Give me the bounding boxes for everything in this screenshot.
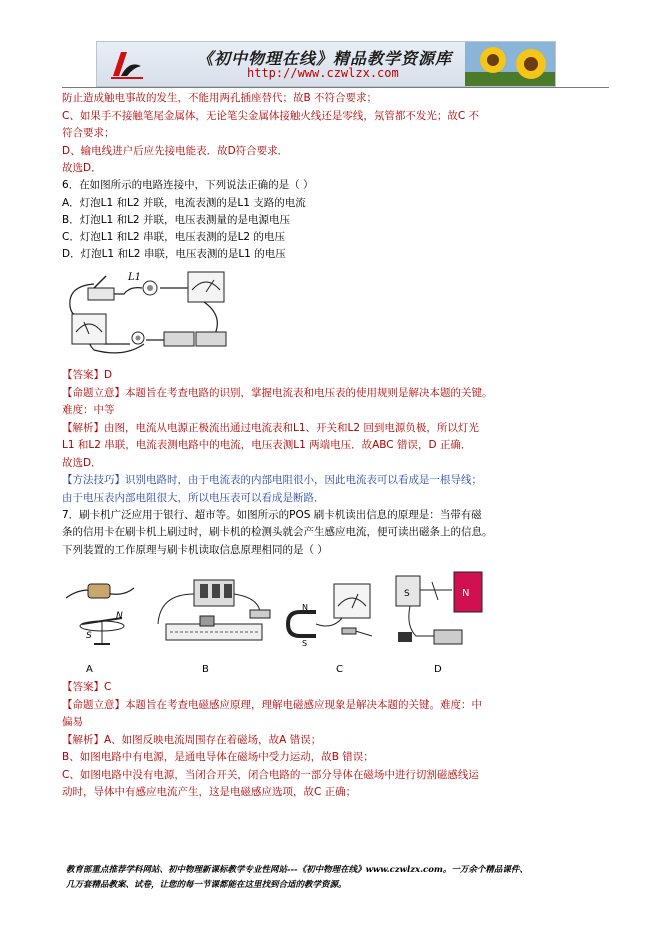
d-pole-n: N <box>462 588 470 599</box>
answer-7: 【答案】C <box>62 681 112 693</box>
choice-6: 故选D． <box>62 457 102 469</box>
q6-circuit-figure <box>64 266 240 358</box>
intent-6: 【命题立意】本题旨在考查电路的识别，掌握电流表和电压表的使用规则是解决本题的关键。 <box>62 387 493 399</box>
difficulty-6: 难度：中等 <box>62 404 115 416</box>
text-line: D、输电线进户后应先接电能表．故D符合要求． <box>62 145 289 157</box>
figure-label-d: D <box>434 664 442 675</box>
q7-figure-b <box>150 574 274 652</box>
analysis-7-c: C、如图电路中没有电源，当闭合开关，闭合电路的一部分导体在磁场中进行切割磁感线运 <box>62 769 479 781</box>
figure-label-b: B <box>202 664 209 675</box>
c-pole-n: N <box>302 603 308 612</box>
answer-6: 【答案】D <box>62 369 113 381</box>
footer-line-1: 教育部重点推荐学科网站、初中物理新课标教学专业性网站---《初中物理在线》www.czwlzx.com。一万余个精品课件、 <box>66 865 528 875</box>
header-banner <box>96 41 556 87</box>
option-a: A．灯泡L1 和L2 并联，电流表测的是L1 支路的电流 <box>62 197 306 209</box>
q7-figure-d <box>390 566 486 658</box>
header-title: 《初中物理在线》精品教学资源库 <box>197 49 453 68</box>
text-line: 符合要求； <box>62 127 115 139</box>
sunflower-icon <box>465 42 555 86</box>
question-7-stem-cont: 条的信用卡在刷卡机上刷过时，刷卡机的检测头就会产生感应电流，便可读出磁条上的信息。 <box>62 526 493 538</box>
header-divider <box>62 87 609 88</box>
analysis-6: 【解析】由图，电流从电源正极流出通过电流表和L1、开关和L2 回到电源负极，所以灯光 <box>62 422 479 434</box>
figure-label-c: C <box>336 664 343 675</box>
q7-figure-c <box>282 580 382 652</box>
intent-7-cont: 偏易 <box>62 716 83 728</box>
analysis-6-cont: L1 和L2 串联，电流表测电路中的电流，电压表测L1 两端电压．故ABC 错误，D 正确． <box>62 439 472 451</box>
footer-line-2: 几万套精品教案、试卷，让您的每一节课都能在这里找到合适的教学资源。 <box>66 880 347 890</box>
header-url[interactable]: http://www.czwlzx.com <box>247 66 399 80</box>
lamp-label: L1 <box>128 272 142 283</box>
tip-6-cont: 由于电压表内部电阻很大，所以电压表可以看成是断路． <box>62 492 325 504</box>
pole-s-label: S <box>86 631 92 641</box>
text-line: 故选D． <box>62 162 102 174</box>
question-6-stem: 6．在如图所示的电路连接中，下列说法正确的是（ ） <box>62 179 314 191</box>
analysis-7-a: 【解析】A、如图反映电流周围存在着磁场，故A 错误； <box>62 734 322 746</box>
analysis-7-b: B、如图电路中有电源，是通电导体在磁场中受力运动，故B 错误； <box>62 751 374 763</box>
figure-label-a: A <box>86 664 93 675</box>
logo-icon <box>107 46 147 82</box>
intent-7: 【命题立意】本题旨在考查电磁感应原理，理解电磁感应现象是解决本题的关键。难度：中 <box>62 699 482 711</box>
option-d: D．灯泡L1 和L2 串联，电压表测的是L1 的电压 <box>62 248 286 260</box>
text-line: C、如果手不接触笔尾金属体，无论笔尖金属体接触火线还是零线，氖管都不发光；故C 不 <box>62 110 479 122</box>
text-line: 防止造成触电事故的发生，不能用两孔插座替代；故B 不符合要求； <box>62 92 378 104</box>
option-b: B．灯泡L1 和L2 并联，电压表测量的是电源电压 <box>62 214 290 226</box>
c-pole-s: S <box>302 639 308 648</box>
tip-6: 【方法技巧】识别电路时，由于电流表的内部电阻很小，因此电流表可以看成是一根导线； <box>62 474 482 486</box>
option-c: C．灯泡L1 和L2 串联，电压表测的是L2 的电压 <box>62 231 285 243</box>
page-footer <box>66 863 626 893</box>
analysis-7-c-cont: 动时，导体中有感应电流产生，这是电磁感应选项，故C 正确； <box>62 786 357 798</box>
question-7-ask: 下列装置的工作原理与刷卡机读取信息原理相同的是（ ） <box>62 544 328 556</box>
d-pole-s: S <box>404 589 410 599</box>
question-7-stem: 7．刷卡机广泛应用于银行、超市等。如图所示的POS 刷卡机读出信息的原理是：当带有磁 <box>62 509 482 521</box>
q7-figure-a <box>62 578 142 652</box>
pole-n-label: N <box>116 611 123 621</box>
